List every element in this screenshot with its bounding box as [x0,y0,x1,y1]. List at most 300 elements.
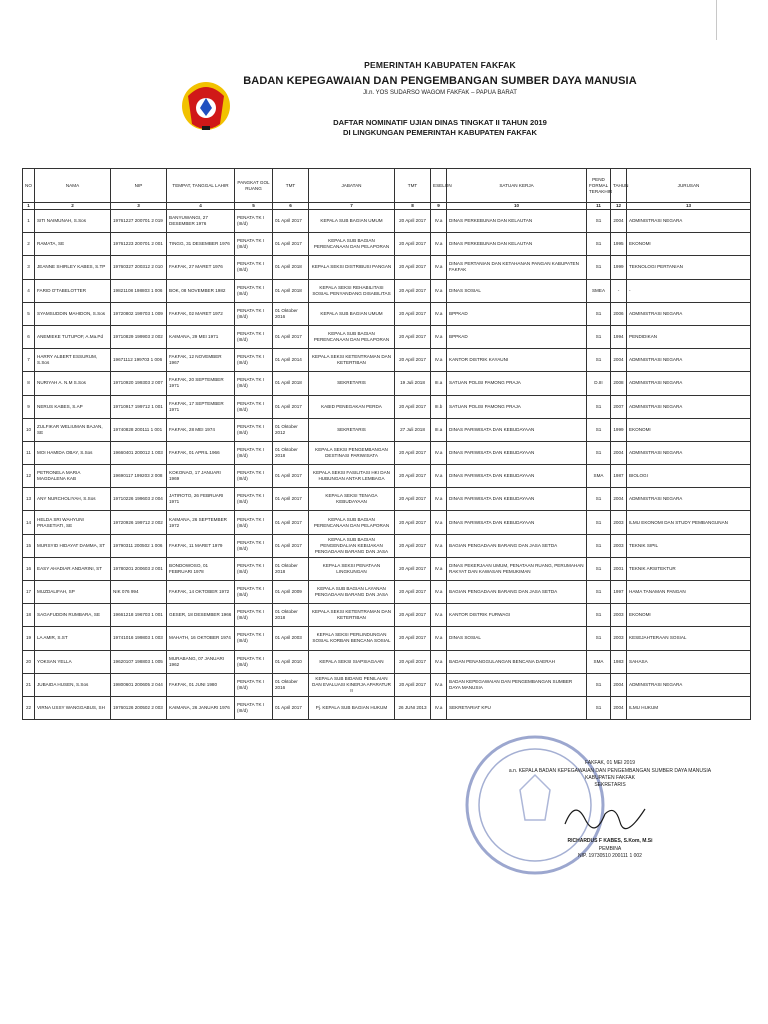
table-cell: FAKFAK, 01 APRIL 1966 [167,441,235,464]
table-body [23,210,751,720]
table-cell: ADMINISTRASI NEGARA [627,302,751,325]
table-cell: IV.a [431,534,447,557]
table-cell: KANTOR DISTRIK KAYAUNI [447,349,587,372]
table-cell: 19760126 200502 2 003 [111,696,167,719]
table-cell: PENATA TK I (III/d) [235,233,273,256]
table-cell: SATUAN POLISI PAMONG PRAJA [447,372,587,395]
table-cell: BPPKAD [447,325,587,348]
table-row [23,488,751,511]
table-cell: TINGG, 31 DESEMBER 1976 [167,233,235,256]
table-cell: PENATA TK I (III/d) [235,534,273,557]
table-cell: BOK, 08 NOVEMBER 1982 [167,279,235,302]
table-cell: KAIMANA, 26 SEPTEMBER 1972 [167,511,235,534]
table-cell: 1999 [611,256,627,279]
table-cell: 22 [23,696,35,719]
table-cell: 19821108 198803 1 006 [111,279,167,302]
table-cell: MURSYID HIDAYAT DAMMA, ST [35,534,111,557]
table-cell: 20 [23,650,35,673]
table-cell: - [627,279,751,302]
table-cell: ADMINISTRASI NEGARA [627,488,751,511]
table-cell: MOI HAMIDA OBAY, S.Sos [35,441,111,464]
table-cell: 20 April 2017 [395,511,431,534]
table-cell: FAKFAK, 27 MARET 1976 [167,256,235,279]
table-row [23,325,751,348]
letterhead [180,60,650,170]
table-cell: S1 [587,302,611,325]
nominative-table [22,168,751,720]
column-header: TAHUN [611,169,627,203]
table-cell: 01 April 2018 [273,279,309,302]
table-cell: SEKRETARIS [309,372,395,395]
table-cell: RAMATA, SE [35,233,111,256]
table-cell: 5 [23,302,35,325]
column-header: TMT [395,169,431,203]
table-cell: DINAS PARIWISATA DAN KEBUDAYAAN [447,465,587,488]
table-cell: EASY AHADIAR ANDARINI, ST [35,557,111,580]
table-cell: 19741016 199803 1 003 [111,627,167,650]
agency-name: BADAN KEPEGAWAIAN DAN PENGEMBANGAN SUMBER DAYA MANUSIA [243,75,637,87]
table-cell: 20 April 2017 [395,650,431,673]
table-cell: S1 [587,233,611,256]
table-cell: NERUS KABES, S.AP [35,395,111,418]
table-cell: JATIROTO, 26 FEBRUARI 1971 [167,488,235,511]
column-number: 12 [611,203,627,210]
table-cell: 01 April 2017 [273,233,309,256]
column-header: JABATAN [309,169,395,203]
table-cell: BAGIAN PENGADAAN BARANG DAN JASA SETDA [447,534,587,557]
table-cell: KEPALA SEKSI PENGEMBANGAN DESTINASI PARIWISATA [309,441,395,464]
table-cell: IV.a [431,511,447,534]
column-header: ESELON [431,169,447,203]
table-cell: KEPALA SEKSI REHABILITASI SOSIAL PENYANDANG DISABILITAS [309,279,395,302]
column-number: 8 [395,203,431,210]
table-cell: ADMINISTRASI NEGARA [627,395,751,418]
table-cell: IV.a [431,488,447,511]
table-cell: 27 Juli 2018 [395,418,431,441]
table-cell: III.a [431,372,447,395]
table-cell: KAIMANA, 29 MEI 1971 [167,325,235,348]
table-cell: 19800601 200605 2 044 [111,673,167,696]
table-cell: JEANNE SHIRLEY KABES, S.TP [35,256,111,279]
table-cell: 1983 [611,650,627,673]
table-cell: 2003 [611,534,627,557]
table-cell: KESEJAHTERAAN SOSIAL [627,627,751,650]
table-cell: 4 [23,279,35,302]
table-cell: S1 [587,604,611,627]
table-cell: PENATA TK I (III/d) [235,696,273,719]
table-cell: 2003 [611,511,627,534]
table-column-number-row [23,203,751,210]
table-cell: SEKRETARIAT KPU [447,696,587,719]
table-cell: KEPALA SEKSI FASILITASI HKI DAN HUBUNGAN ANTAR LEMBAGA [309,465,395,488]
table-cell: 2001 [611,557,627,580]
table-cell: 01 April 2017 [273,465,309,488]
table-cell: S1 [587,581,611,604]
table-cell: 20 April 2017 [395,465,431,488]
table-cell: DINAS PARIWISATA DAN KEBUDAYAAN [447,511,587,534]
table-cell: 01 Oktober 2016 [273,302,309,325]
table-cell: PENATA TK I (III/d) [235,418,273,441]
signatory-nip: NIP. 19730510 200111 1 002 [578,853,642,859]
table-cell: TEKNIK ARSITEKTUR [627,557,751,580]
table-cell: PENATA TK I (III/d) [235,302,273,325]
column-number: 9 [431,203,447,210]
table-cell: 1987 [611,465,627,488]
table-row [23,372,751,395]
document-title [240,118,640,138]
table-cell: 2 [23,233,35,256]
table-cell: 19690117 199203 2 008 [111,465,167,488]
column-header: TMT [273,169,309,203]
table-cell: PENDIDIKAN [627,325,751,348]
table-cell: 01 Oktober 2012 [273,418,309,441]
table-cell: D.III [587,372,611,395]
signature-title-3: SEKRETARIS [594,782,626,788]
table-cell: SEKRETARIS [309,418,395,441]
table-cell: FAKFAK, 17 SEPTEMBER 1971 [167,395,235,418]
table-cell: 01 April 2017 [273,511,309,534]
table-cell: 01 April 2017 [273,534,309,557]
table-cell: PETRONELA MARIA MAGDALENA KAB [35,465,111,488]
table-row [23,418,751,441]
table-cell: 01 April 2009 [273,581,309,604]
table-cell: 19760327 200312 2 010 [111,256,167,279]
column-number: 5 [235,203,273,210]
table-cell: BIOLOGI [627,465,751,488]
table-cell: 13 [23,488,35,511]
table-cell: 16 [23,557,35,580]
table-cell: PENATA TK I (III/d) [235,488,273,511]
table-cell: S1 [587,418,611,441]
table-cell: 14 [23,511,35,534]
table-cell: S1 [587,441,611,464]
table-cell: IV.a [431,349,447,372]
table-row [23,349,751,372]
table-cell: FAKFAK, 20 SEPTEMBER 1971 [167,372,235,395]
column-number: 10 [447,203,587,210]
signature-title-2: KABUPATEN FAKFAK [585,775,635,781]
table-cell: ILMU HUKUM [627,696,751,719]
table-cell: 20 April 2017 [395,395,431,418]
table-cell: PENATA TK I (III/d) [235,372,273,395]
document-title-line-1: DAFTAR NOMINATIF UJIAN DINAS TINGKAT II TAHUN 2019 [333,118,547,127]
table-cell: PENATA TK I (III/d) [235,604,273,627]
table-cell: FAKFAK, 11 MARET 1979 [167,534,235,557]
table-cell: S1 [587,210,611,233]
table-cell: MURABANG, 07 JANUARI 1962 [167,650,235,673]
table-cell: 01 April 2017 [273,210,309,233]
table-cell: FARID O'TABELOTTER [35,279,111,302]
table-row [23,465,751,488]
table-cell: 19 [23,627,35,650]
table-cell: S1 [587,349,611,372]
table-cell: 1994 [611,325,627,348]
signature-place-date: FAKFAK, 01 MEI 2019 [584,760,636,766]
table-cell: 9 [23,395,35,418]
table-cell: PENATA TK I (III/d) [235,441,273,464]
table-cell: KEPALA SEKSI KETENTRAMAN DAN KETERTIBAN [309,604,395,627]
table-cell: ZULFIKAR WELIUMAN BAJAN, SE [35,418,111,441]
table-cell: 19660401 200012 1 003 [111,441,167,464]
table-cell: IV.a [431,557,447,580]
table-cell: BONDOWOSO, 01 FEBRUARI 1978 [167,557,235,580]
table-cell: 2004 [611,488,627,511]
column-header: NO [23,169,35,203]
table-cell: 20 April 2017 [395,210,431,233]
handwritten-signature [560,794,650,834]
table-cell: HARRY ALBERT ESSURUM, S.Sos [35,349,111,372]
column-header: NAMA [35,169,111,203]
table-cell: S1 [587,534,611,557]
column-number: 2 [35,203,111,210]
table-cell: PENATA TK I (III/d) [235,581,273,604]
table-cell: S1 [587,511,611,534]
table-cell: PENATA TK I (III/d) [235,349,273,372]
table-cell: 2004 [611,696,627,719]
table-cell: KEPALA SUB BAGIAN PERENCANAAN DAN PELAPORAN [309,233,395,256]
table-cell: 7 [23,349,35,372]
column-header: NIP [111,169,167,203]
agency-address: Jl.n. YOS SUDARSO WAGOM FAKFAK – PAPUA BARAT [363,90,517,96]
table-cell: KEPALA SUB BAGIAN UMUM [309,302,395,325]
table-cell: 01 April 2014 [273,349,309,372]
table-cell: 01 Oktober 2018 [273,557,309,580]
table-cell: KEPALA SEKSI KETENTRAMAN DAN KETERTIBAN [309,349,395,372]
table-cell: DINAS PARIWISATA DAN KEBUDAYAAN [447,418,587,441]
table-cell: PENATA TK I (III/d) [235,279,273,302]
table-cell: IV.a [431,696,447,719]
table-cell: 19710829 199903 2 002 [111,325,167,348]
table-cell: IV.a [431,325,447,348]
table-cell: 26 JUNI 2013 [395,696,431,719]
table-cell: LA AMIR, S.ST [35,627,111,650]
column-header: TEMPAT, TANGGAL LAHIR [167,169,235,203]
table-row [23,534,751,557]
table-cell: ANY NURCHOLIYAH, S.Sos [35,488,111,511]
table-cell: 20 April 2017 [395,256,431,279]
table-cell: 01 April 2003 [273,627,309,650]
table-cell: KEPALA SEKSI PENATAAN LINGKUNGAN [309,557,395,580]
table-cell: Pj. KEPALA SUB BAGIAN HUKUM [309,696,395,719]
signatory-name: RICHARDUS F KABES, S.Kom, M.Si [567,838,653,844]
table-row [23,511,751,534]
regency-logo-emblem [180,76,232,136]
table-cell: 2003 [611,627,627,650]
table-cell: EKONOMI [627,604,751,627]
table-cell: 01 April 2018 [273,372,309,395]
table-cell: 19620107 198803 1 005 [111,650,167,673]
table-cell: 3 [23,256,35,279]
column-header: PANGKAT GOL RUANG [235,169,273,203]
table-cell: 19780201 200603 2 001 [111,557,167,580]
page-edge-mark [716,0,717,40]
table-cell: IV.a [431,210,447,233]
table-row [23,581,751,604]
table-cell: 19740828 200111 1 001 [111,418,167,441]
table-cell: III.a [431,418,447,441]
table-cell: 21 [23,673,35,696]
column-number: 4 [167,203,235,210]
table-cell: HAMA TANAMAN PANGAN [627,581,751,604]
table-cell: 20 April 2017 [395,627,431,650]
table-row [23,650,751,673]
table-cell: 2004 [611,349,627,372]
table-cell: 01 April 2017 [273,696,309,719]
table-cell: 19790311 200502 1 006 [111,534,167,557]
table-cell: DINAS SOSIAL [447,279,587,302]
table-cell: 2004 [611,441,627,464]
table-cell: KEPALA SUB BAGIAN UMUM [309,210,395,233]
table-cell: 2004 [611,673,627,696]
table-cell: BAGIAN PENGADAAN BARANG DAN JASA SETDA [447,581,587,604]
table-cell: PENATA TK I (III/d) [235,465,273,488]
table-cell: S1 [587,696,611,719]
government-name: PEMERINTAH KABUPATEN FAKFAK [364,60,516,70]
table-cell: BANYUWANGI, 27 DESEMBER 1976 [167,210,235,233]
table-cell: ILMU EKONOMI DAN STUDY PEMBANGUNAN [627,511,751,534]
table-cell: VIRNA USSY WANGGABUS, SH [35,696,111,719]
table-row [23,210,751,233]
signature-title-1: a.n. KEPALA BADAN KEPEGAWAIAN DAN PENGEMBANGAN SUMBER DAYA MANUSIA [508,768,712,774]
table-cell: PENATA TK I (III/d) [235,256,273,279]
table-cell: DINAS PARIWISATA DAN KEBUDAYAAN [447,488,587,511]
table-cell: 18 [23,604,35,627]
table-cell: PENATA TK I (III/d) [235,650,273,673]
column-number: 11 [587,203,611,210]
table-cell: 11 [23,441,35,464]
table-cell: 10 [23,418,35,441]
table-cell: PENATA TK I (III/d) [235,627,273,650]
table-row [23,279,751,302]
table-cell: 20 April 2017 [395,441,431,464]
table-cell: TEKNOLOGI PERTANIAN [627,256,751,279]
table-cell: IV.a [431,279,447,302]
table-cell: GESER, 18 DESEMBER 1966 [167,604,235,627]
table-cell: NIK 076 994 [111,581,167,604]
table-cell: TEKNIK SIPIL [627,534,751,557]
table-cell: 20 April 2017 [395,488,431,511]
table-cell: SITI NAIMUNAH, S.Sos [35,210,111,233]
table-cell: 01 April 2017 [273,395,309,418]
signature-block [480,760,740,930]
table-cell: 2006 [611,302,627,325]
table-cell: 19710917 199712 1 001 [111,395,167,418]
table-cell: SMEA [587,279,611,302]
table-cell: PENATA TK I (III/d) [235,673,273,696]
table-row [23,233,751,256]
table-cell: 01 April 2017 [273,488,309,511]
table-cell: 12 [23,465,35,488]
table-cell: DINAS PEKERJAAN UMUM, PENATAAN RUANG, PERUMAHAN RAKYAT DAN KAWASAN PEMUKIMAN [447,557,587,580]
column-header: PEND FORMAL TERAKHIR [587,169,611,203]
column-header: SATUAN KERJA [447,169,587,203]
table-cell: ANEMIEKE TUTUPOF, A.Ma.Pd [35,325,111,348]
table-cell: 6 [23,325,35,348]
table-cell: IV.a [431,233,447,256]
table-cell: MUZDALIFAH, SP [35,581,111,604]
table-cell: EKONOMI [627,233,751,256]
table-cell: KEPALA SEKSI PERLINDUNGAN SOSIAL KORBAN BENCANA SOSIAL [309,627,395,650]
table-cell: 1 [23,210,35,233]
table-cell: 19 Juli 2018 [395,372,431,395]
table-cell: 20 April 2017 [395,581,431,604]
table-cell: S1 [587,627,611,650]
table-cell: IV.a [431,465,447,488]
table-cell: SMA [587,465,611,488]
table-cell: 20 April 2017 [395,325,431,348]
table-cell: 1997 [611,581,627,604]
table-row [23,395,751,418]
table-cell: FAKFAK, 12 NOVEMBER 1967 [167,349,235,372]
table-cell: NURIYAH A. N.M S.Sos [35,372,111,395]
table-row [23,557,751,580]
table-cell: III.b [431,395,447,418]
table-cell: PENATA TK I (III/d) [235,210,273,233]
table-cell: KEPALA SEKSI DISTRIBUSI PANGAN [309,256,395,279]
table-cell: ADMINISTRASI NEGARA [627,673,751,696]
table-row [23,302,751,325]
table-cell: 19761223 200701 2 001 [111,233,167,256]
table-cell: 2007 [611,395,627,418]
table-cell: PENATA TK I (III/d) [235,325,273,348]
table-cell: KEPALA SUB BAGIAN LAYANAN PENGADAAN BARANG DAN JASA [309,581,395,604]
table-cell: KAIMANA, 26 JANUARI 1976 [167,696,235,719]
table-cell: KEPALA SUB BAGIAN PENGENDALIAN KEBIJAKAN PENGADAAN BARANG DAN JASA [309,534,395,557]
table-cell: BADAN PENANGGULANGAN BENCANA DAERAH [447,650,587,673]
table-cell: 2008 [611,372,627,395]
table-cell: KEPALA SEKSI SIAPSIAGAAN [309,650,395,673]
table-cell: BADAN KEPEGAWAIAN DAN PENGEMBANGAN SUMBER DAYA MANUSIA [447,673,587,696]
table-cell: KABID PENEGAKAN PERDA [309,395,395,418]
table-cell: S1 [587,256,611,279]
table-cell: PENATA TK I (III/d) [235,511,273,534]
table-cell: IV.a [431,673,447,696]
table-cell: 19710920 199303 2 007 [111,372,167,395]
table-cell: 20 April 2017 [395,534,431,557]
table-cell: SATUAN POLISI PAMONG PRAJA [447,395,587,418]
table-cell: DINAS PERKEBUNAN DAN KELAUTAN [447,210,587,233]
column-number: 1 [23,203,35,210]
table-cell: ADMINISTRASI NEGARA [627,441,751,464]
signatory-rank: PEMBINA [598,846,622,852]
table-cell: IV.a [431,604,447,627]
table-cell: 15 [23,534,35,557]
table-cell: EKONOMI [627,418,751,441]
column-header: JURUSAN [627,169,751,203]
table-cell: 20 April 2017 [395,604,431,627]
table-cell: SAGAFUDDIN RUMBARA, SE [35,604,111,627]
table-cell: IV.a [431,302,447,325]
table-cell: FAKFAK, 14 OKTOBER 1972 [167,581,235,604]
table-cell: 20 April 2017 [395,349,431,372]
table-cell: SAHASA [627,650,751,673]
table-cell: 1999 [611,418,627,441]
table-cell: ADMINISTRASI NEGARA [627,372,751,395]
table-cell: 01 April 2018 [273,256,309,279]
table-cell: IV.a [431,627,447,650]
table-cell: 19720802 199703 1 009 [111,302,167,325]
table-cell: KEPALA SUB BIDANG PENILAIAN DAN EVALUASI KINERJA APARATUR II [309,673,395,696]
table-cell: IV.a [431,581,447,604]
table-cell: 20 April 2017 [395,233,431,256]
table-cell: 01 April 2010 [273,650,309,673]
table-cell: S1 [587,488,611,511]
table-row [23,604,751,627]
table-cell: FAKFAK, 02 MARET 1972 [167,302,235,325]
table-cell: DINAS SOSIAL [447,627,587,650]
table-cell: 19761227 200701 2 019 [111,210,167,233]
table-cell: 8 [23,372,35,395]
